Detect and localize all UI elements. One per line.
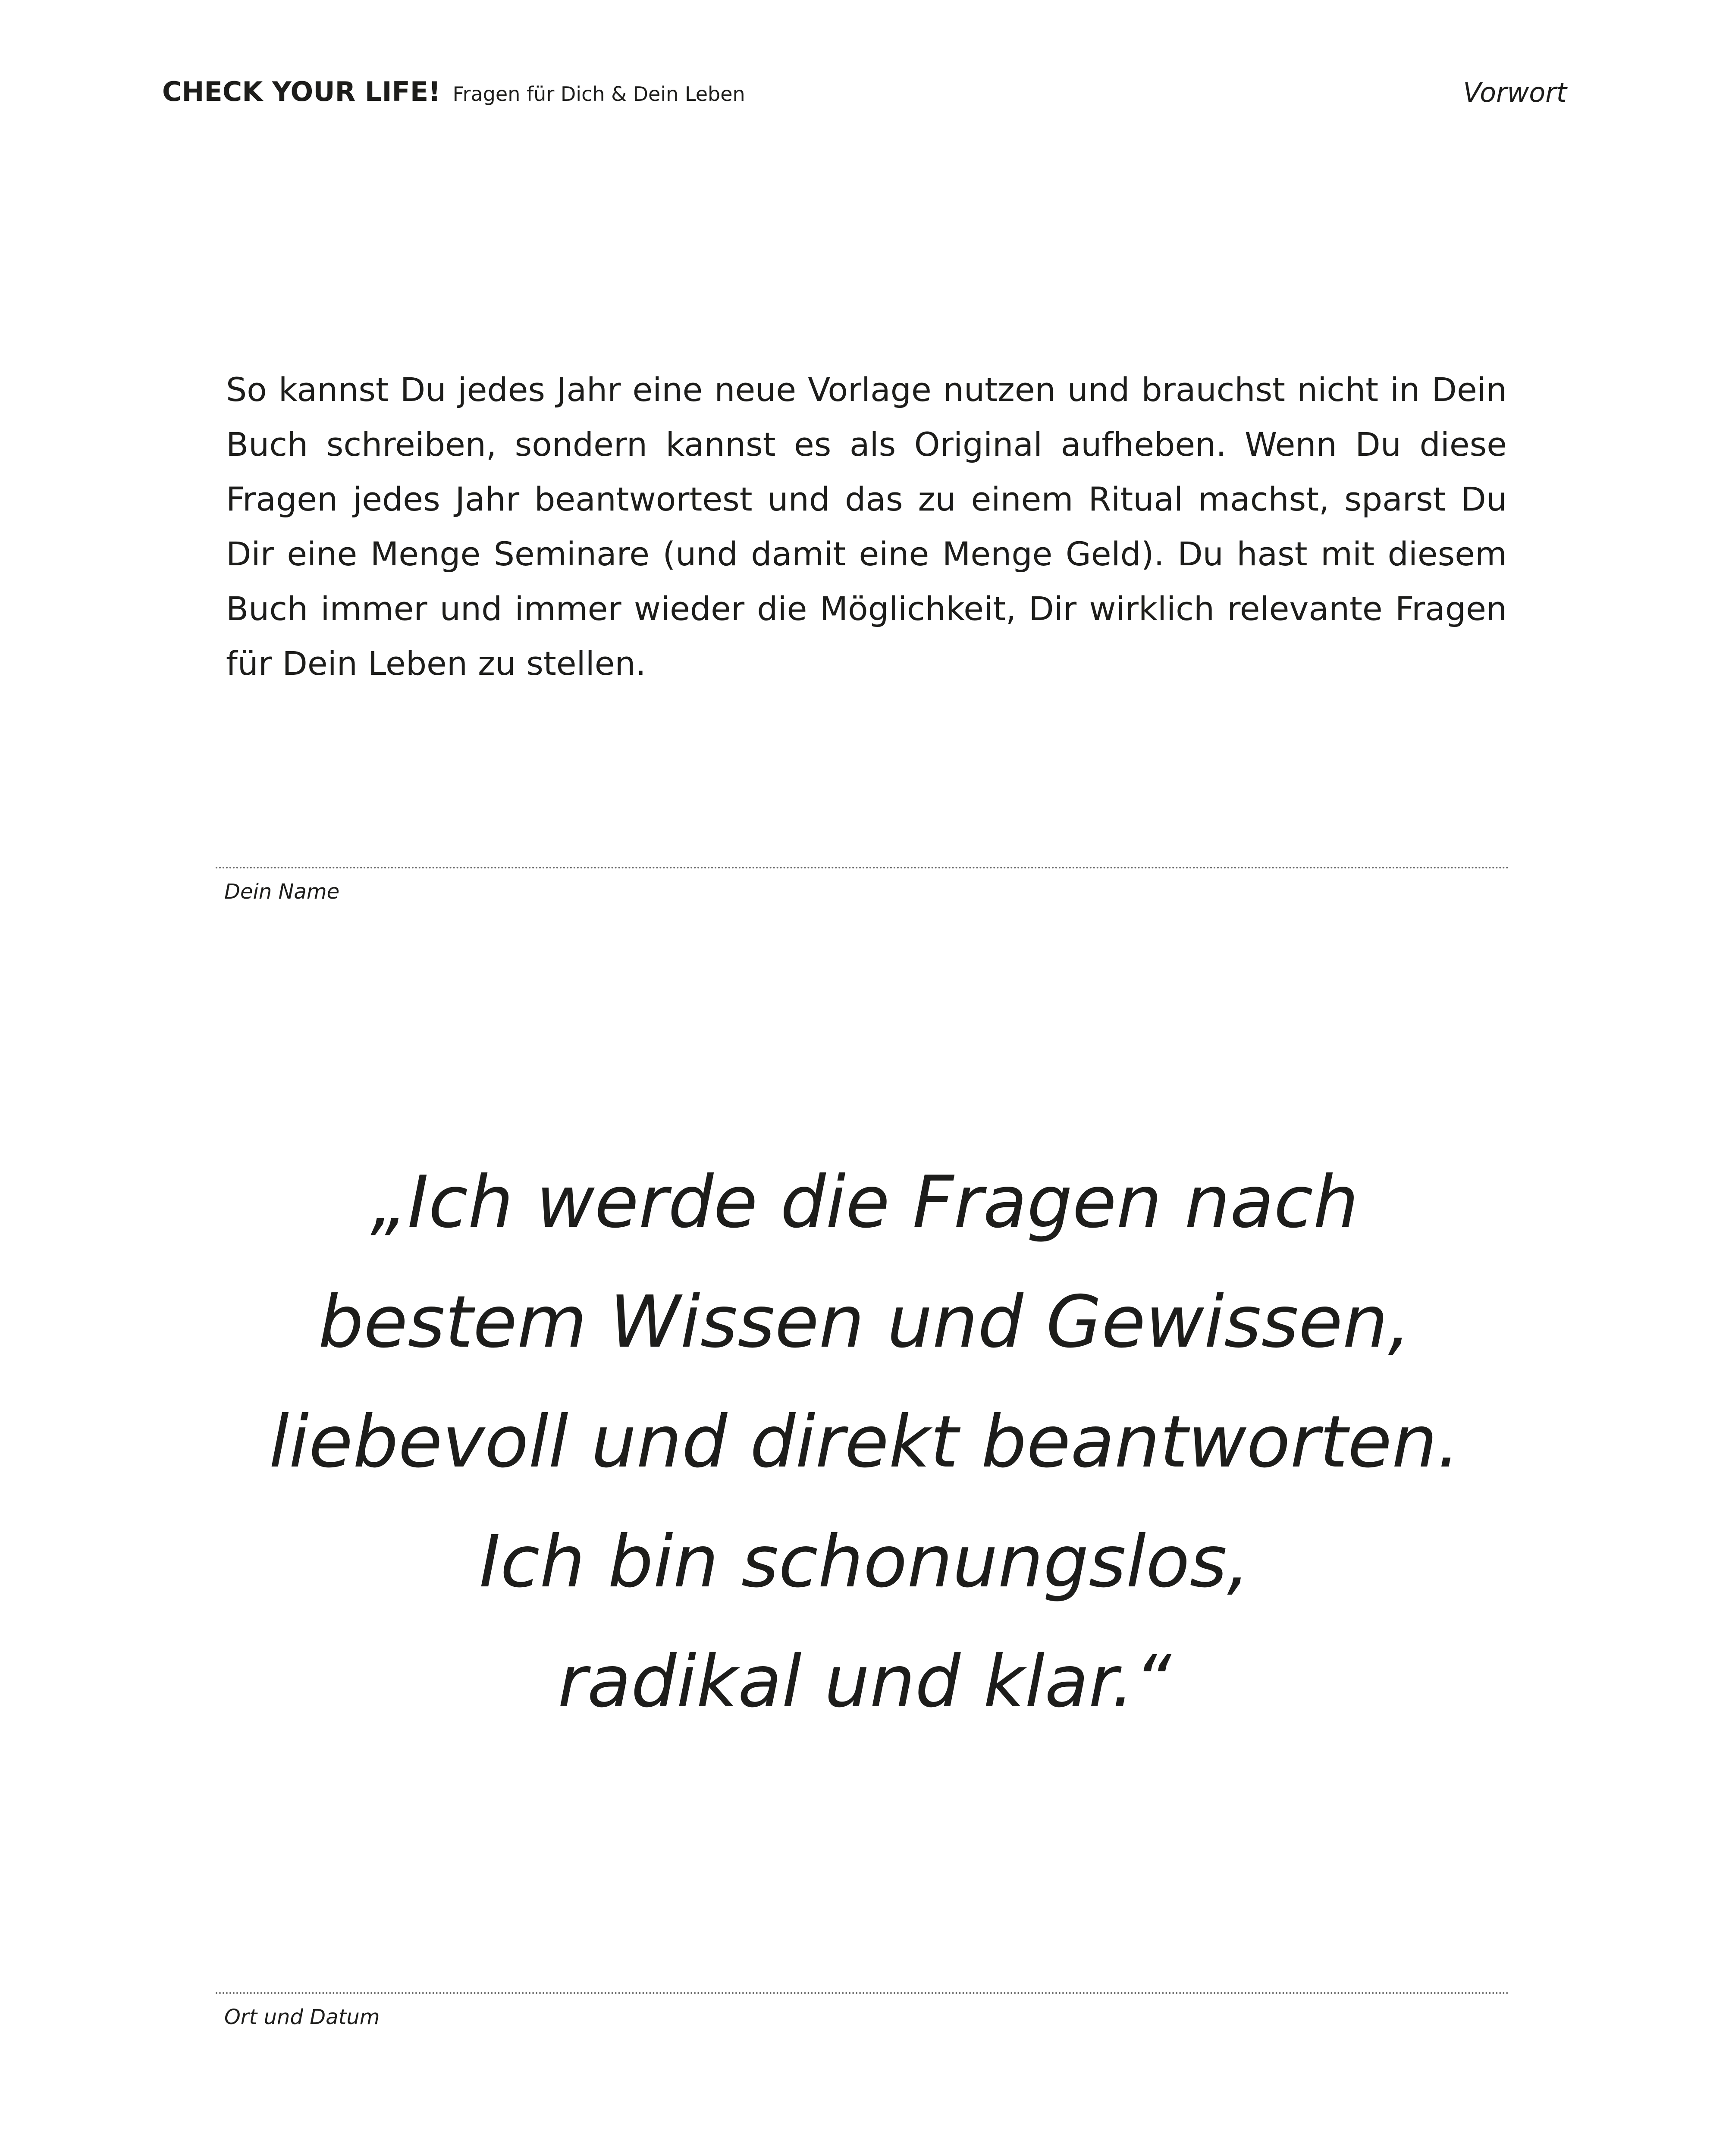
intro-paragraph: So kannst Du jedes Jahr eine neue Vorlage nutzen und brauchst nicht in Dein Buch schreiben, sondern kannst es als Original aufheben. Wenn Du diese Fragen jedes Jahr beantwortest und das zu einem Ritual machst, sparst Du Dir eine Menge Seminare (und damit eine Menge Geld). Du hast mit diesem Buch immer und immer wieder die Möglichkeit, Dir wirklich relevante Fragen für Dein Leben zu stellen. [226, 370, 1507, 683]
section-title: Vorwort [1463, 77, 1567, 108]
pledge-line: Ich bin schonungslos, [479, 1520, 1250, 1604]
name-line[interactable] [216, 867, 1509, 868]
name-label: Dein Name [224, 880, 340, 904]
book-title: CHECK YOUR LIFE! [162, 76, 441, 107]
running-header [162, 76, 1567, 119]
pledge-line: radikal und klar.“ [558, 1640, 1171, 1724]
pledge-line: bestem Wissen und Gewissen, [318, 1281, 1411, 1364]
book-subtitle: Fragen für Dich & Dein Leben [452, 82, 745, 106]
header-left [162, 76, 745, 107]
place-date-label: Ort und Datum [224, 2005, 380, 2029]
pledge-line: liebevoll und direkt beantworten. [269, 1401, 1460, 1484]
place-date-line[interactable] [216, 1992, 1509, 1994]
pledge-line: „Ich werde die Fragen nach [370, 1161, 1359, 1244]
pledge-quote [173, 1143, 1556, 1742]
